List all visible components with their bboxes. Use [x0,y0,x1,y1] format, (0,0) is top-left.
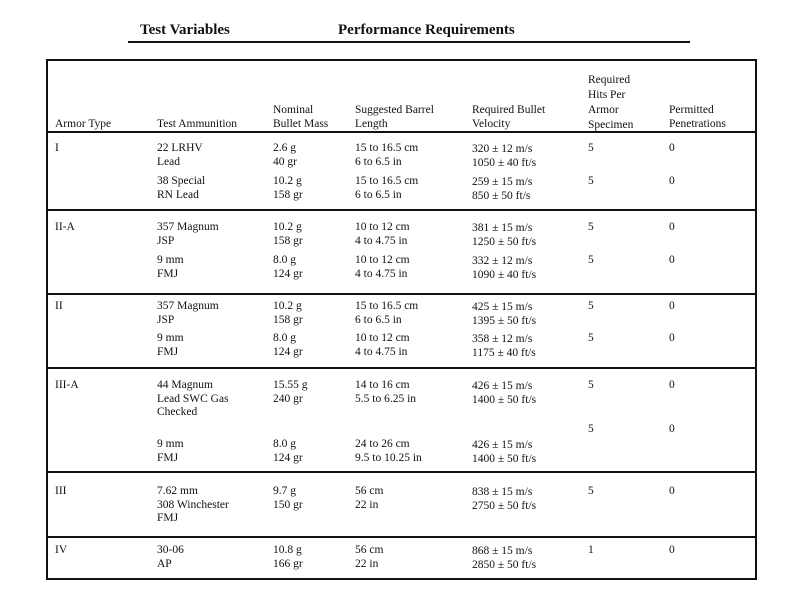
barrel-cell: 15 to 16.5 cm 6 to 6.5 in [355,175,419,201]
barrel-cell: 10 to 12 cm 4 to 4.75 in [355,332,410,358]
row-rule [48,367,755,369]
mass-cell: 10.2 g 158 gr [273,300,303,326]
velocity-cell: 358 ± 12 m/s 1175 ± 40 ft/s [472,333,536,359]
test-variables-heading: Test Variables [140,22,230,38]
mass-cell: 9.7 g 150 gr [273,485,303,511]
row-rule [48,293,755,295]
hits-cell: 5 [588,485,594,497]
velocity-cell: 838 ± 15 m/s 2750 ± 50 ft/s [472,486,537,512]
ammo-cell: 30-06 AP [157,544,184,570]
ammo-cell: 9 mm FMJ [157,332,184,358]
header-underline [128,41,690,43]
penetrations-cell: 0 [669,142,675,154]
velocity-cell: 426 ± 15 m/s 1400 ± 50 ft/s [472,439,537,465]
mass-cell: 15.55 g 240 gr [273,379,308,405]
ammo-cell: 38 Special RN Lead [157,175,206,201]
hits-cell: 5 [588,142,594,154]
mass-cell: 8.0 g 124 gr [273,438,303,464]
hits-cell: 5 [588,254,594,266]
hits-cell: 5 [588,423,594,435]
ammo-cell: 22 LRHV Lead [157,142,203,168]
penetrations-cell: 0 [669,379,675,391]
armor-type-cell: I [55,142,59,154]
hits-cell: 5 [588,332,594,344]
col-required-bullet-velocity: Required Bullet Velocity [472,104,546,130]
mass-cell: 10.2 g 158 gr [273,221,303,247]
barrel-cell: 56 cm 22 in [355,544,384,570]
barrel-cell: 56 cm 22 in [355,485,384,511]
col-armor-type: Armor Type [55,118,112,130]
col-nominal-bullet-mass: Nominal Bullet Mass [273,104,329,130]
row-rule [48,209,755,211]
penetrations-cell: 0 [669,423,675,435]
barrel-cell: 15 to 16.5 cm 6 to 6.5 in [355,142,419,168]
barrel-cell: 24 to 26 cm 9.5 to 10.25 in [355,438,422,464]
ammo-cell: 7.62 mm 308 Winchester FMJ [157,485,229,524]
ammo-cell: 9 mm FMJ [157,254,184,280]
ammo-cell: 44 Magnum Lead SWC Gas Checked [157,379,229,418]
armor-type-cell: II [55,300,63,312]
mass-cell: 8.0 g 124 gr [273,254,303,280]
velocity-cell: 381 ± 15 m/s 1250 ± 50 ft/s [472,222,537,248]
ammo-cell: 357 Magnum JSP [157,221,219,247]
armor-type-cell: III-A [55,379,79,391]
penetrations-cell: 0 [669,300,675,312]
velocity-cell: 425 ± 15 m/s 1395 ± 50 ft/s [472,301,537,327]
barrel-cell: 15 to 16.5 cm 6 to 6.5 in [355,300,419,326]
ammo-cell: 9 mm FMJ [157,438,184,464]
ammo-cell: 357 Magnum JSP [157,300,219,326]
row-rule [48,471,755,473]
barrel-cell: 10 to 12 cm 4 to 4.75 in [355,254,410,280]
penetrations-cell: 0 [669,175,675,187]
mass-cell: 2.6 g 40 gr [273,142,297,168]
hits-cell: 5 [588,221,594,233]
velocity-cell: 868 ± 15 m/s 2850 ± 50 ft/s [472,545,537,571]
hits-cell: 5 [588,379,594,391]
armor-type-cell: II-A [55,221,75,233]
mass-cell: 8.0 g 124 gr [273,332,303,358]
penetrations-cell: 0 [669,221,675,233]
performance-requirements-heading: Performance Requirements [338,22,515,38]
velocity-cell: 259 ± 15 m/s 850 ± 50 ft/s [472,176,533,202]
hits-cell: 5 [588,300,594,312]
mass-cell: 10.8 g 166 gr [273,544,303,570]
hits-cell: 5 [588,175,594,187]
mass-cell: 10.2 g 158 gr [273,175,303,201]
velocity-cell: 426 ± 15 m/s 1400 ± 50 ft/s [472,380,537,406]
penetrations-cell: 0 [669,254,675,266]
header-rule [48,131,755,133]
col-test-ammunition: Test Ammunition [157,118,238,130]
barrel-cell: 14 to 16 cm 5.5 to 6.25 in [355,379,417,405]
armor-type-cell: III [55,485,67,497]
barrel-cell: 10 to 12 cm 4 to 4.75 in [355,221,410,247]
velocity-cell: 320 ± 12 m/s 1050 ± 40 ft/s [472,143,537,169]
penetrations-cell: 0 [669,485,675,497]
col-required-hits: Required Hits Per Armor Specimen [588,74,634,131]
armor-table [46,59,757,580]
armor-type-cell: IV [55,544,68,556]
velocity-cell: 332 ± 12 m/s 1090 ± 40 ft/s [472,255,537,281]
col-suggested-barrel-length: Suggested Barrel Length [355,104,434,130]
col-permitted-penetrations: Permitted Penetrations [669,104,726,130]
row-rule [48,536,755,538]
penetrations-cell: 0 [669,332,675,344]
penetrations-cell: 0 [669,544,675,556]
hits-cell: 1 [588,544,594,556]
